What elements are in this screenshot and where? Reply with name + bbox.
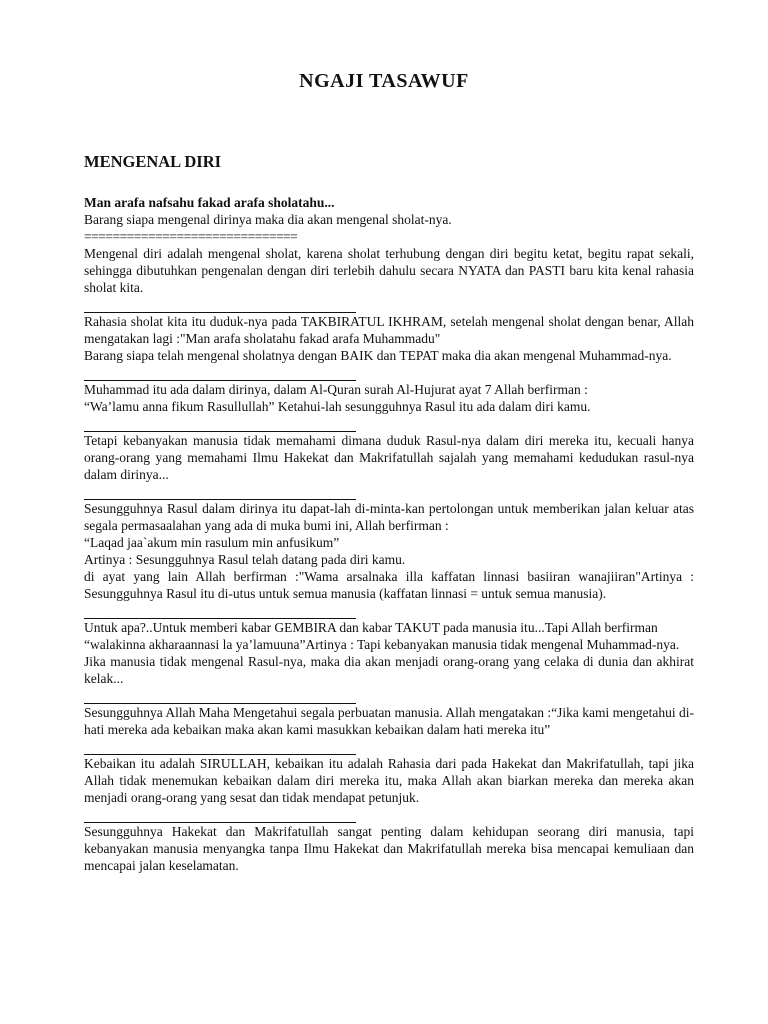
separator-line: ==============================	[84, 229, 298, 244]
section-block	[84, 755, 694, 806]
paragraph: Artinya : Sesungguhnya Rasul telah datang pada diri kamu.	[84, 552, 406, 567]
paragraph: Sesungguhnya Rasul dalam dirinya itu dapat-lah di-minta-kan pertolongan untuk memberikan jalan keluar atas segala permasaalahan yang ada di muka bumi ini, Allah berfirman :	[84, 501, 694, 533]
paragraph: “Wa’lamu anna fikum Rasullullah” Ketahui-lah sesungguhnya Rasul itu ada dalam diri kamu.	[84, 399, 591, 414]
paragraph: “walakinna akharaannasi la ya’lamuuna”Artinya : Tapi kebanyakan manusia tidak mengenal Muhammad-nya.	[84, 637, 680, 652]
paragraph: Barang siapa telah mengenal sholatnya dengan BAIK dan TEPAT maka dia akan mengenal Muhammad-nya.	[84, 348, 672, 363]
paragraph: Muhammad itu ada dalam dirinya, dalam Al-Quran surah Al-Hujurat ayat 7 Allah berfirman :	[84, 382, 588, 397]
paragraph: Sesungguhnya Allah Maha Mengetahui segala perbuatan manusia. Allah mengatakan :“Jika kami mengetahui di-hati mereka ada kebaikan maka akan kami masukkan kebaikan dalam hati mereka itu”	[84, 705, 694, 737]
paragraph: Kebaikan itu adalah SIRULLAH, kebaikan itu adalah Rahasia dari pada Hakekat dan Makrifatullah, tapi jika Allah tidak menemukan kebaikan dalam diri mereka itu, maka Allah akan biarkan mereka dan mereka akan menjadi orang-orang yang sesat dan tidak mendapat petunjuk.	[84, 756, 694, 805]
paragraph: “Laqad jaa`akum min rasulum min anfusikum”	[84, 535, 340, 550]
section-block	[84, 381, 694, 415]
paragraph: Rahasia sholat kita itu duduk-nya pada TAKBIRATUL IKHRAM, setelah mengenal sholat dengan benar, Allah mengatakan lagi :"Man arafa sholatahu fakad arafa Muhammadu"	[84, 314, 694, 346]
paragraph: Mengenal diri adalah mengenal sholat, karena sholat terhubung dengan diri begitu ketat, begitu rapat sekali, sehingga dibutuhkan pengenalan dengan diri terlebih dahulu secara NYATA dan PASTI baru kita kenal rahasia sholat kita.	[84, 246, 694, 295]
paragraph: Sesungguhnya Hakekat dan Makrifatullah sangat penting dalam kehidupan seorang diri manusia, tapi kebanyakan manusia menyangka tanpa Ilmu Hakekat dan Makrifatullah mereka bisa mencapai kemuliaan dan mencapai jalan keselamatan.	[84, 824, 694, 873]
lead-translation: Barang siapa mengenal dirinya maka dia akan mengenal sholat-nya.	[84, 212, 452, 227]
sections-container	[84, 245, 694, 874]
paragraph: Tetapi kebanyakan manusia tidak memahami dimana duduk Rasul-nya dalam diri mereka itu, kecuali hanya orang-orang yang memahami Ilmu Hakekat dan Makrifatullah sajalah yang memahami kedudukan rasul-nya dalam dirinya...	[84, 433, 694, 482]
document-title: NGAJI TASAWUF	[299, 70, 469, 92]
document-body	[84, 194, 694, 874]
section-block	[84, 619, 694, 687]
paragraph: Jika manusia tidak mengenal Rasul-nya, maka dia akan menjadi orang-orang yang celaka di dunia dan akhirat kelak...	[84, 654, 694, 686]
section-block	[84, 704, 694, 738]
section-block	[84, 432, 694, 483]
section-block	[84, 245, 694, 296]
paragraph: di ayat yang lain Allah berfirman :"Wama arsalnaka illa kaffatan linnasi basiiran wanajiiran"Artinya : Sesungguhnya Rasul itu di-utus untuk semua manusia (kaffatan linnasi = untuk semua manusia).	[84, 569, 694, 601]
section-block	[84, 313, 694, 364]
section-block	[84, 500, 694, 602]
section-block	[84, 823, 694, 874]
section-heading: MENGENAL DIRI	[84, 152, 222, 171]
lead-phrase: Man arafa nafsahu fakad arafa sholatahu...	[84, 195, 335, 210]
paragraph: Untuk apa?..Untuk memberi kabar GEMBIRA dan kabar TAKUT pada manusia itu...Tapi Allah berfirman	[84, 620, 658, 635]
